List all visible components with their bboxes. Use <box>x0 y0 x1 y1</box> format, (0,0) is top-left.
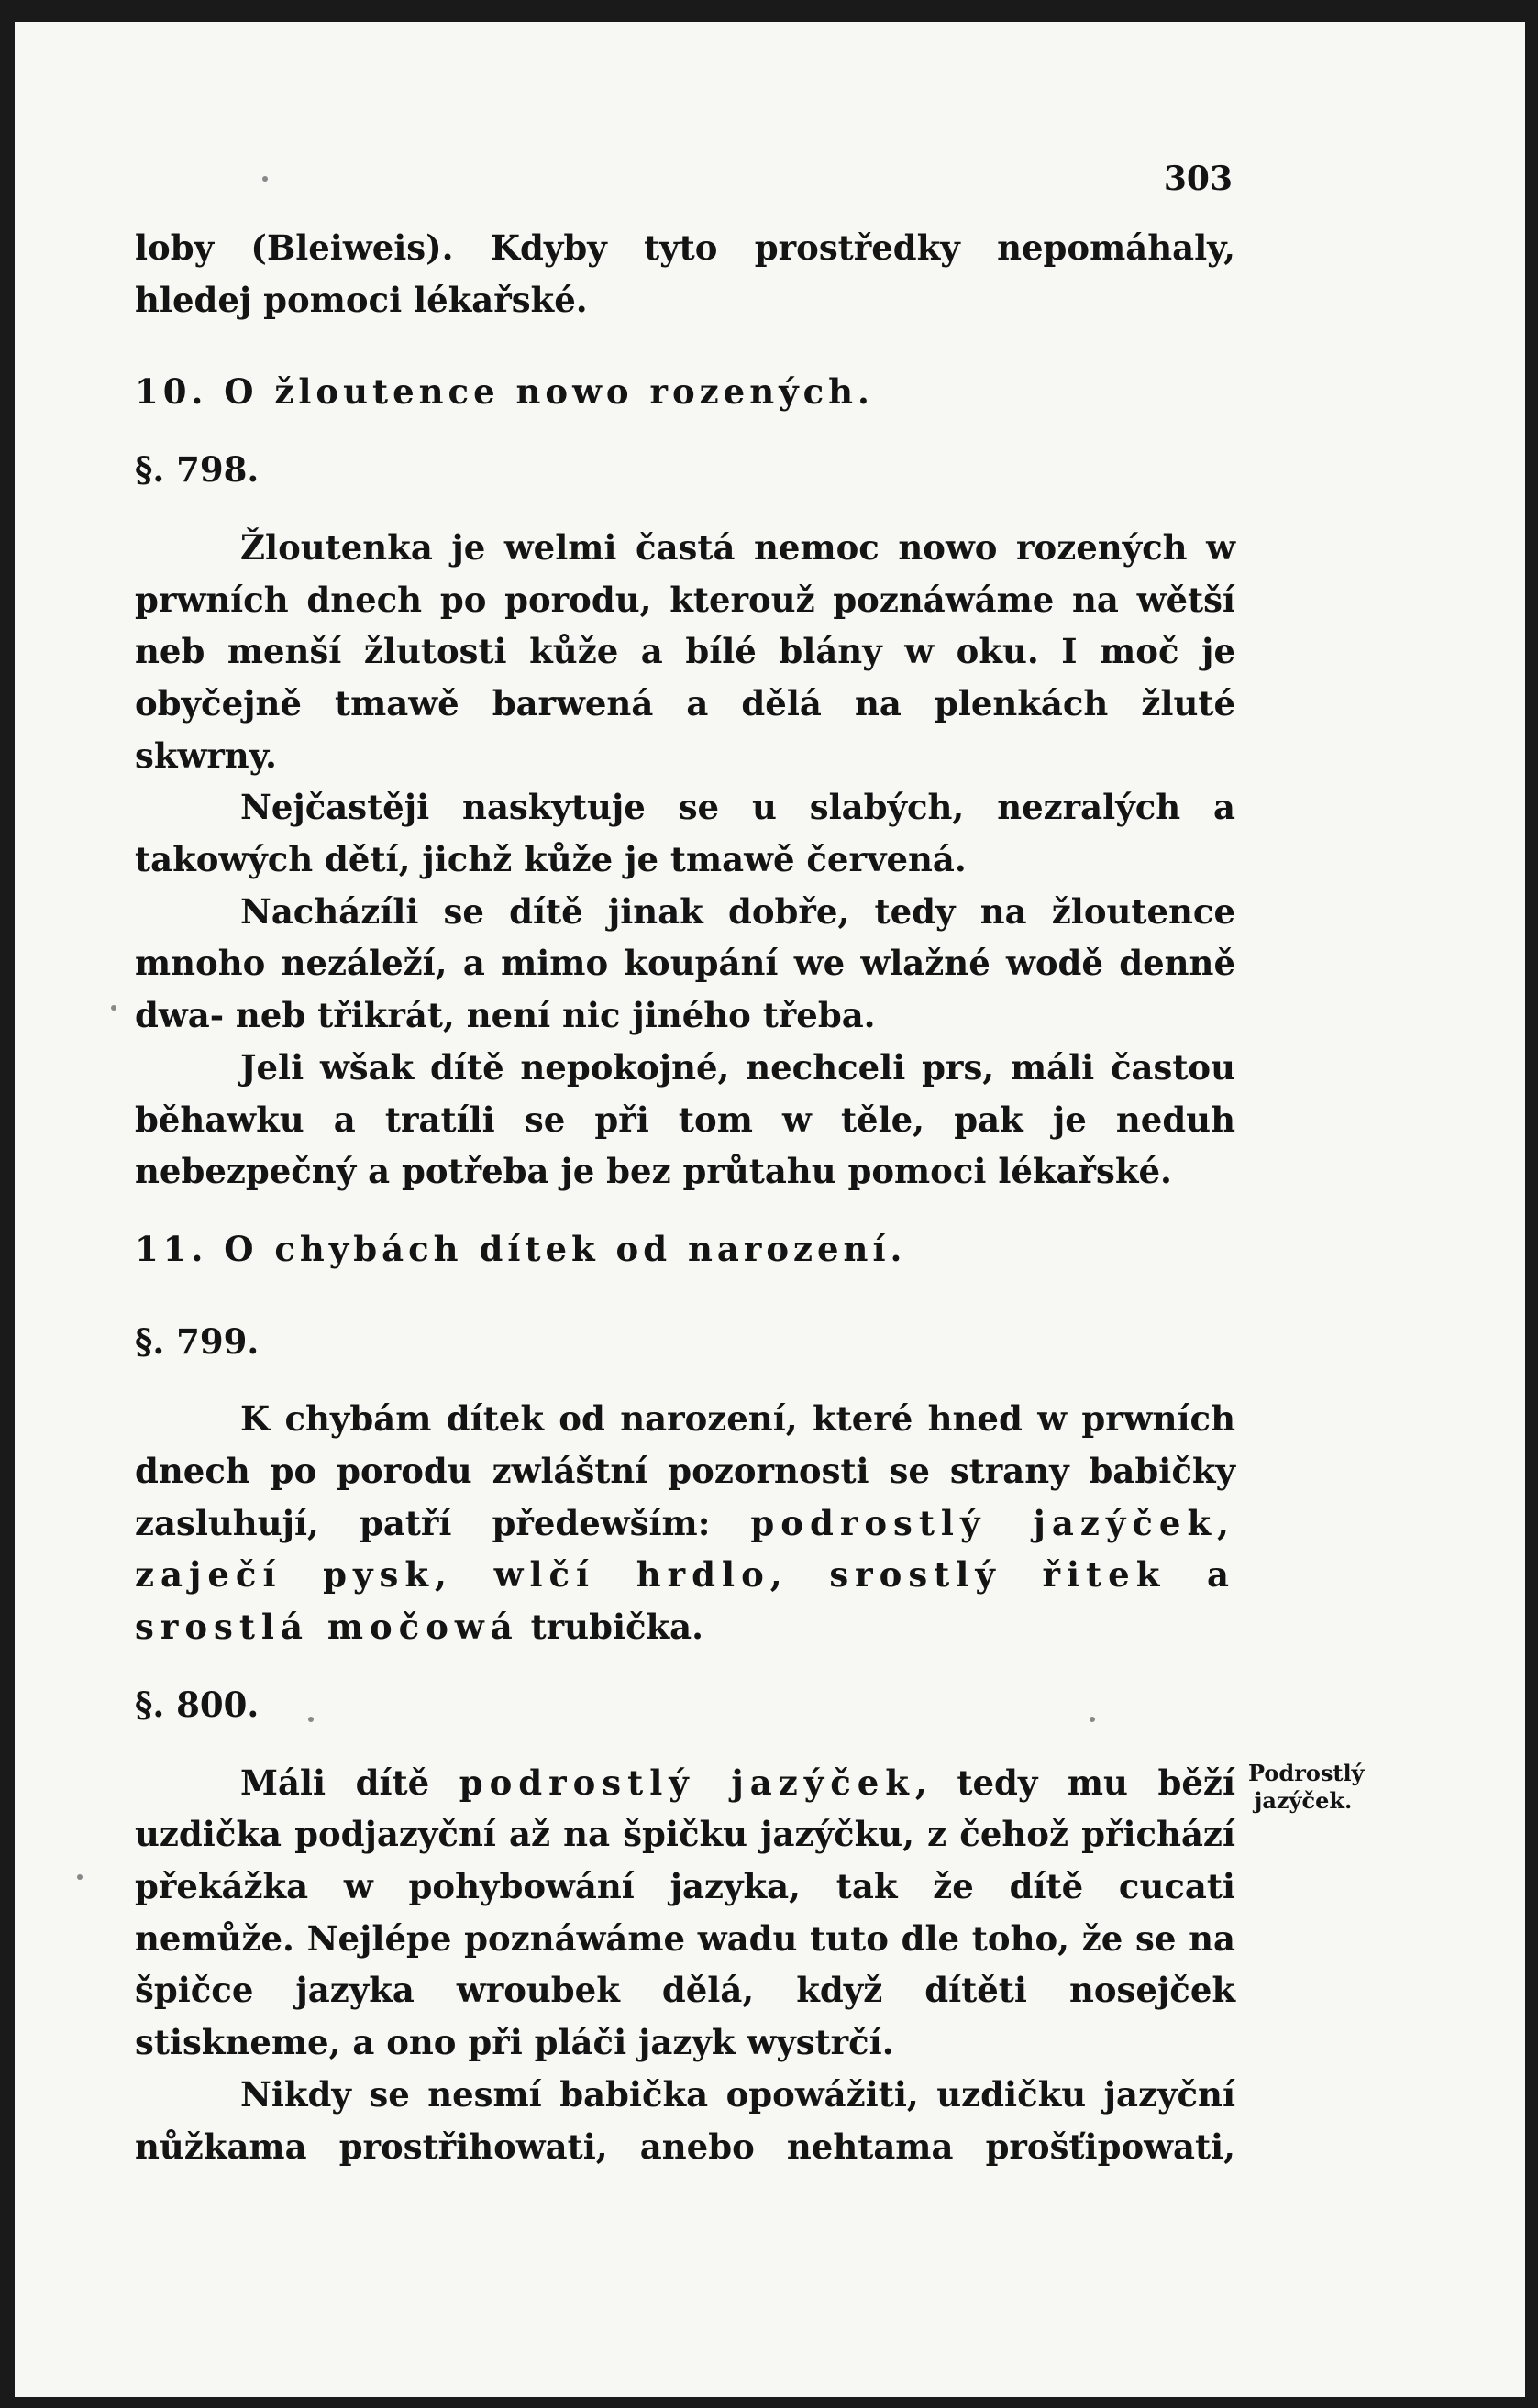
marginal-note-line-2: jazýček. <box>1254 1787 1353 1814</box>
paragraph-800-lead: Máli dítě <box>240 1762 459 1803</box>
print-speck <box>308 1717 314 1722</box>
print-speck <box>1090 1717 1095 1722</box>
paragraph-798-1: Žloutenka je welmi častá nemoc nowo rozených w prwních dnech po porodu, kterouž poznáwáme na wětší neb menší žlutosti kůže a bílé blány w oku. I moč je obyčejně tmawě barwená a dělá na plenkách žluté skwrny. <box>135 526 1235 776</box>
paragraph-top: loby (Bleiweis). Kdyby tyto prostředky nepomáhaly, hledej pomoci lékařské. <box>135 227 1235 320</box>
paragraph-799-tail: trubička. <box>518 1607 704 1648</box>
book-page <box>15 22 1525 2397</box>
section-799: §. 799. <box>135 1320 260 1362</box>
paragraph-799 <box>135 1393 1235 1653</box>
paragraph-800-1 <box>135 1757 1235 2069</box>
paragraph-800-text: , tedy mu běží uzdička podjazyční až na špičku jazýčku, z čehož přichází překážka w pohybowání jazyka, tak že dítě cucati nemůže. Nejlépe poznáwáme wadu tuto dle toho, že se na špičce jazyka wroubek dělá, když dítěti nosejček stiskneme, a ono při pláči jazyk wystrčí. <box>135 1762 1235 2063</box>
paragraph-798-2: Nejčastěji naskytuje se u slabých, nezralých a takowých dětí, jichž kůže je tmawě červená. <box>135 787 1235 880</box>
marginal-note <box>1248 1760 1365 1815</box>
heading-11: 11. O chybách dítek od narození. <box>135 1228 907 1269</box>
paragraph-798-4: Jeli wšak dítě nepokojné, nechceli prs, máli častou běhawku a tratíli se při tom w těle, pak je neduh nebezpečný a potřeba je bez průtahu pomoci lékařské. <box>135 1046 1235 1192</box>
paragraph-800-2: Nikdy se nesmí babička opowážiti, uzdičku jazyční nůžkama prostřihowati, anebo nehtama prošťipowati, <box>135 2073 1235 2167</box>
print-speck <box>262 176 268 182</box>
emphasized-terms: podrostlý jazýček, zaječí pysk, wlčí hrdlo, srostlý řitek a srostlá močowá <box>135 1502 1235 1648</box>
section-798: §. 798. <box>135 449 260 491</box>
emphasized-term: podrostlý jazýček <box>459 1762 915 1803</box>
page-body <box>135 222 1235 2172</box>
section-800: §. 800. <box>135 1684 260 1725</box>
print-speck <box>111 1005 116 1011</box>
marginal-note-line-1: Podrostlý <box>1248 1760 1365 1786</box>
paragraph-799-text: K chybám dítek od narození, které hned w prwních dnech po porodu zwláštní pozornosti se strany babičky zasluhují, patří předewším: <box>135 1398 1235 1543</box>
heading-10: 10. O žloutence nowo rozených. <box>135 371 874 413</box>
print-speck <box>77 1874 83 1880</box>
paragraph-798-3: Nacházíli se dítě jinak dobře, tedy na žloutence mnoho nezáleží, a mimo koupání we wlažné wodě denně dwa- neb třikrát, není nic jiného třeba. <box>135 890 1235 1036</box>
page-number: 303 <box>1163 160 1233 198</box>
